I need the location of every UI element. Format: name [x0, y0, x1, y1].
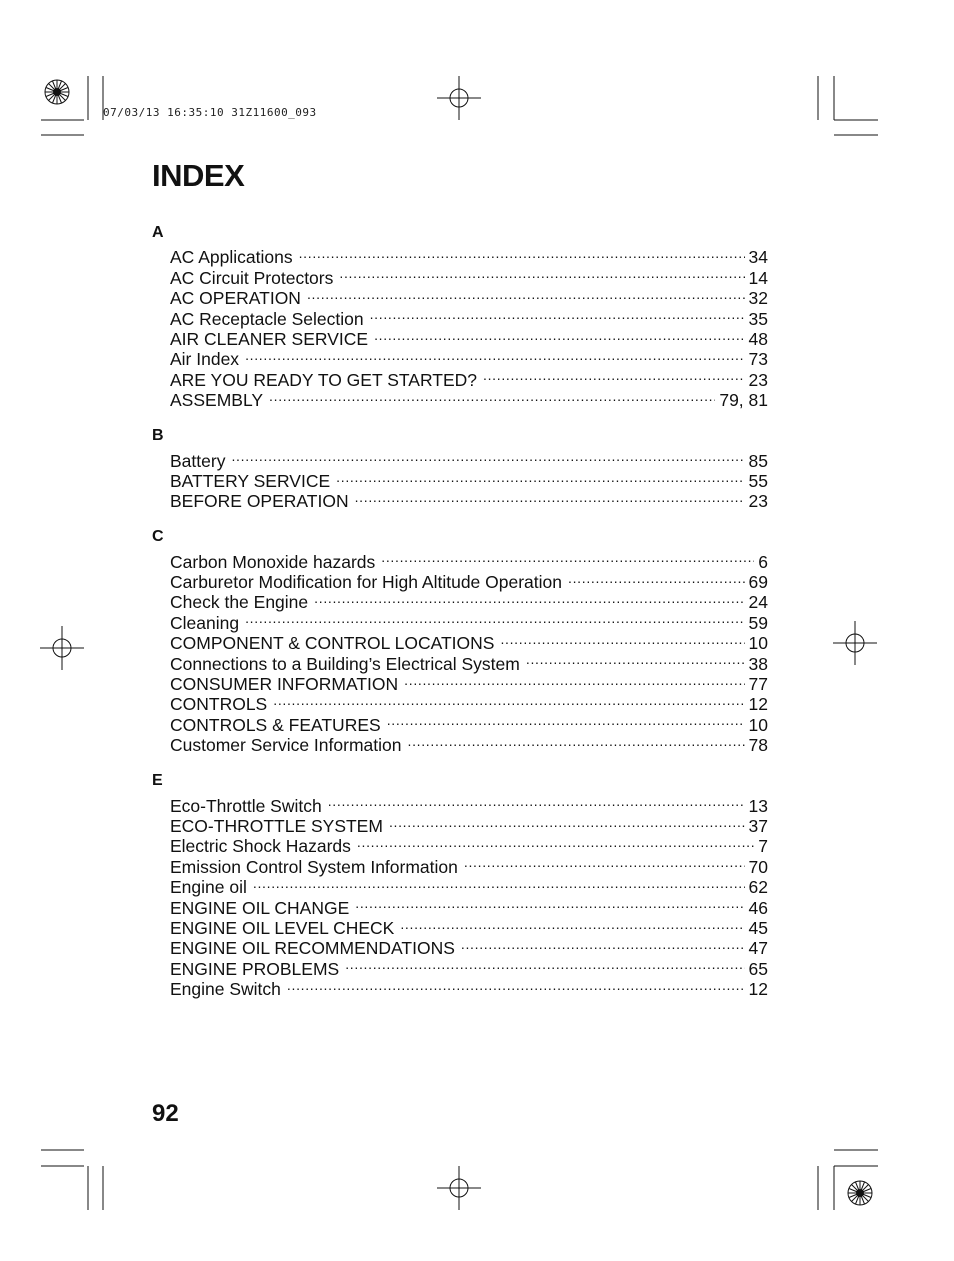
entry-page: 62: [748, 877, 768, 898]
entry-name: BATTERY SERVICE: [170, 470, 331, 491]
page-title: INDEX: [152, 158, 245, 193]
entry-name: Engine oil: [170, 877, 247, 898]
registration-sunburst-icon: [45, 80, 69, 104]
entry-name: Carbon Monoxide hazards: [170, 551, 376, 572]
entry-name: AC Circuit Protectors: [170, 267, 334, 288]
dot-leader: [381, 547, 754, 567]
entry-name: Battery: [170, 450, 226, 471]
section-letter: A: [152, 224, 164, 241]
entry-page: 78: [748, 735, 768, 756]
dot-leader: [245, 608, 744, 628]
entry-page: 6: [758, 551, 768, 572]
entry-page: 48: [748, 328, 768, 349]
entry-page: 73: [748, 349, 768, 370]
index-entry: [152, 446, 768, 471]
entry-page: 7: [758, 836, 768, 857]
entry-page: 45: [748, 917, 768, 938]
dot-leader: [273, 690, 744, 710]
index-entry: [152, 467, 768, 491]
entry-page: 12: [748, 694, 768, 715]
entry-page: 12: [748, 979, 768, 1000]
dot-leader: [400, 914, 744, 934]
entry-page: 85: [748, 450, 768, 471]
entry-page: 13: [748, 795, 768, 816]
section-letter: B: [152, 427, 164, 445]
entry-name: BEFORE OPERATION: [170, 491, 349, 512]
entry-page: 46: [748, 897, 768, 918]
entry-name: CONTROLS: [170, 694, 268, 715]
dot-leader: [370, 304, 745, 324]
registration-crosshair-icon: [833, 621, 877, 665]
entry-name: Air Index: [170, 349, 240, 370]
dot-leader: [245, 345, 744, 365]
dot-leader: [269, 386, 715, 406]
section-letter: E: [152, 772, 163, 790]
dot-leader: [355, 893, 744, 913]
registration-crosshair-icon: [40, 626, 84, 670]
entry-name: CONSUMER INFORMATION: [170, 674, 399, 695]
entry-name: Connections to a Building’s Electrical System: [170, 653, 520, 674]
dot-leader: [299, 243, 745, 263]
dot-leader: [355, 487, 745, 507]
dot-leader: [374, 325, 744, 345]
entry-page: 55: [748, 470, 768, 491]
entry-page: 23: [748, 369, 768, 390]
entry-page: 32: [748, 288, 768, 309]
dot-leader: [328, 791, 745, 811]
entry-page: 65: [748, 958, 768, 979]
entry-page: 47: [748, 938, 768, 959]
entry-page: 24: [748, 592, 768, 613]
index-section-c: [152, 527, 768, 756]
entry-page: 70: [748, 856, 768, 877]
dot-leader: [389, 812, 745, 832]
index-entry: [152, 791, 768, 816]
entry-page: 23: [748, 491, 768, 512]
page-number: 92: [152, 1100, 179, 1127]
entry-name: COMPONENT & CONTROL LOCATIONS: [170, 633, 495, 654]
entry-name: AC Applications: [170, 247, 293, 268]
index-section-b: [152, 426, 768, 512]
index-section-a: [152, 223, 768, 411]
entry-page: 10: [748, 714, 768, 735]
dot-leader: [339, 263, 744, 283]
dot-leader: [464, 852, 745, 872]
entry-name: ENGINE OIL LEVEL CHECK: [170, 917, 395, 938]
dot-leader: [253, 873, 745, 893]
entry-page: 79, 81: [719, 390, 768, 411]
entry-page: 38: [748, 653, 768, 674]
entry-page: 69: [748, 572, 768, 593]
dot-leader: [483, 365, 745, 385]
entry-name: Cleaning: [170, 612, 240, 633]
entry-name: Customer Service Information: [170, 735, 402, 756]
entry-name: ASSEMBLY: [170, 390, 264, 411]
entry-name: Carburetor Modification for High Altitude Operation: [170, 572, 563, 593]
entry-name: AIR CLEANER SERVICE: [170, 328, 369, 349]
entry-name: Eco-Throttle Switch: [170, 795, 322, 816]
dot-leader: [336, 467, 744, 487]
entry-name: Emission Control System Information: [170, 856, 458, 877]
entry-name: ENGINE OIL CHANGE: [170, 897, 350, 918]
section-letter: C: [152, 528, 164, 546]
entry-name: ENGINE PROBLEMS: [170, 958, 340, 979]
dot-leader: [314, 588, 744, 608]
entry-name: ECO-THROTTLE SYSTEM: [170, 815, 383, 836]
entry-page: 34: [748, 247, 768, 268]
dot-leader: [404, 670, 744, 690]
index-entry: [152, 547, 768, 572]
entry-name: Check the Engine: [170, 592, 309, 613]
entry-page: 10: [748, 633, 768, 654]
dot-leader: [231, 446, 744, 466]
index-entry: [152, 345, 768, 370]
dot-leader: [568, 568, 745, 588]
registration-crosshair-icon: [437, 1166, 481, 1210]
index-entry: [152, 608, 768, 633]
entry-name: Electric Shock Hazards: [170, 836, 351, 857]
dot-leader: [526, 649, 745, 669]
index-list: [152, 223, 768, 1015]
entry-name: AC Receptacle Selection: [170, 308, 364, 329]
dot-leader: [407, 731, 744, 751]
entry-name: ARE YOU READY TO GET STARTED?: [170, 369, 477, 390]
index-entry: [152, 243, 768, 268]
dot-leader: [357, 832, 754, 852]
registration-crosshair-icon: [437, 76, 481, 120]
registration-sunburst-icon: [848, 1181, 872, 1205]
dot-leader: [287, 975, 745, 995]
entry-page: 77: [748, 674, 768, 695]
dot-leader: [500, 629, 744, 649]
print-stamp: 07/03/13 16:35:10 31Z11600_093: [103, 106, 317, 119]
index-section-e: [152, 771, 768, 1000]
entry-page: 14: [748, 267, 768, 288]
dot-leader: [345, 954, 744, 974]
entry-page: 59: [748, 612, 768, 633]
dot-leader: [461, 934, 745, 954]
entry-name: ENGINE OIL RECOMMENDATIONS: [170, 938, 455, 959]
entry-name: AC OPERATION: [170, 288, 301, 309]
entry-page: 37: [748, 815, 768, 836]
entry-name: Engine Switch: [170, 979, 281, 1000]
entry-page: 35: [748, 308, 768, 329]
dot-leader: [307, 284, 745, 304]
dot-leader: [387, 710, 745, 730]
entry-name: CONTROLS & FEATURES: [170, 714, 381, 735]
